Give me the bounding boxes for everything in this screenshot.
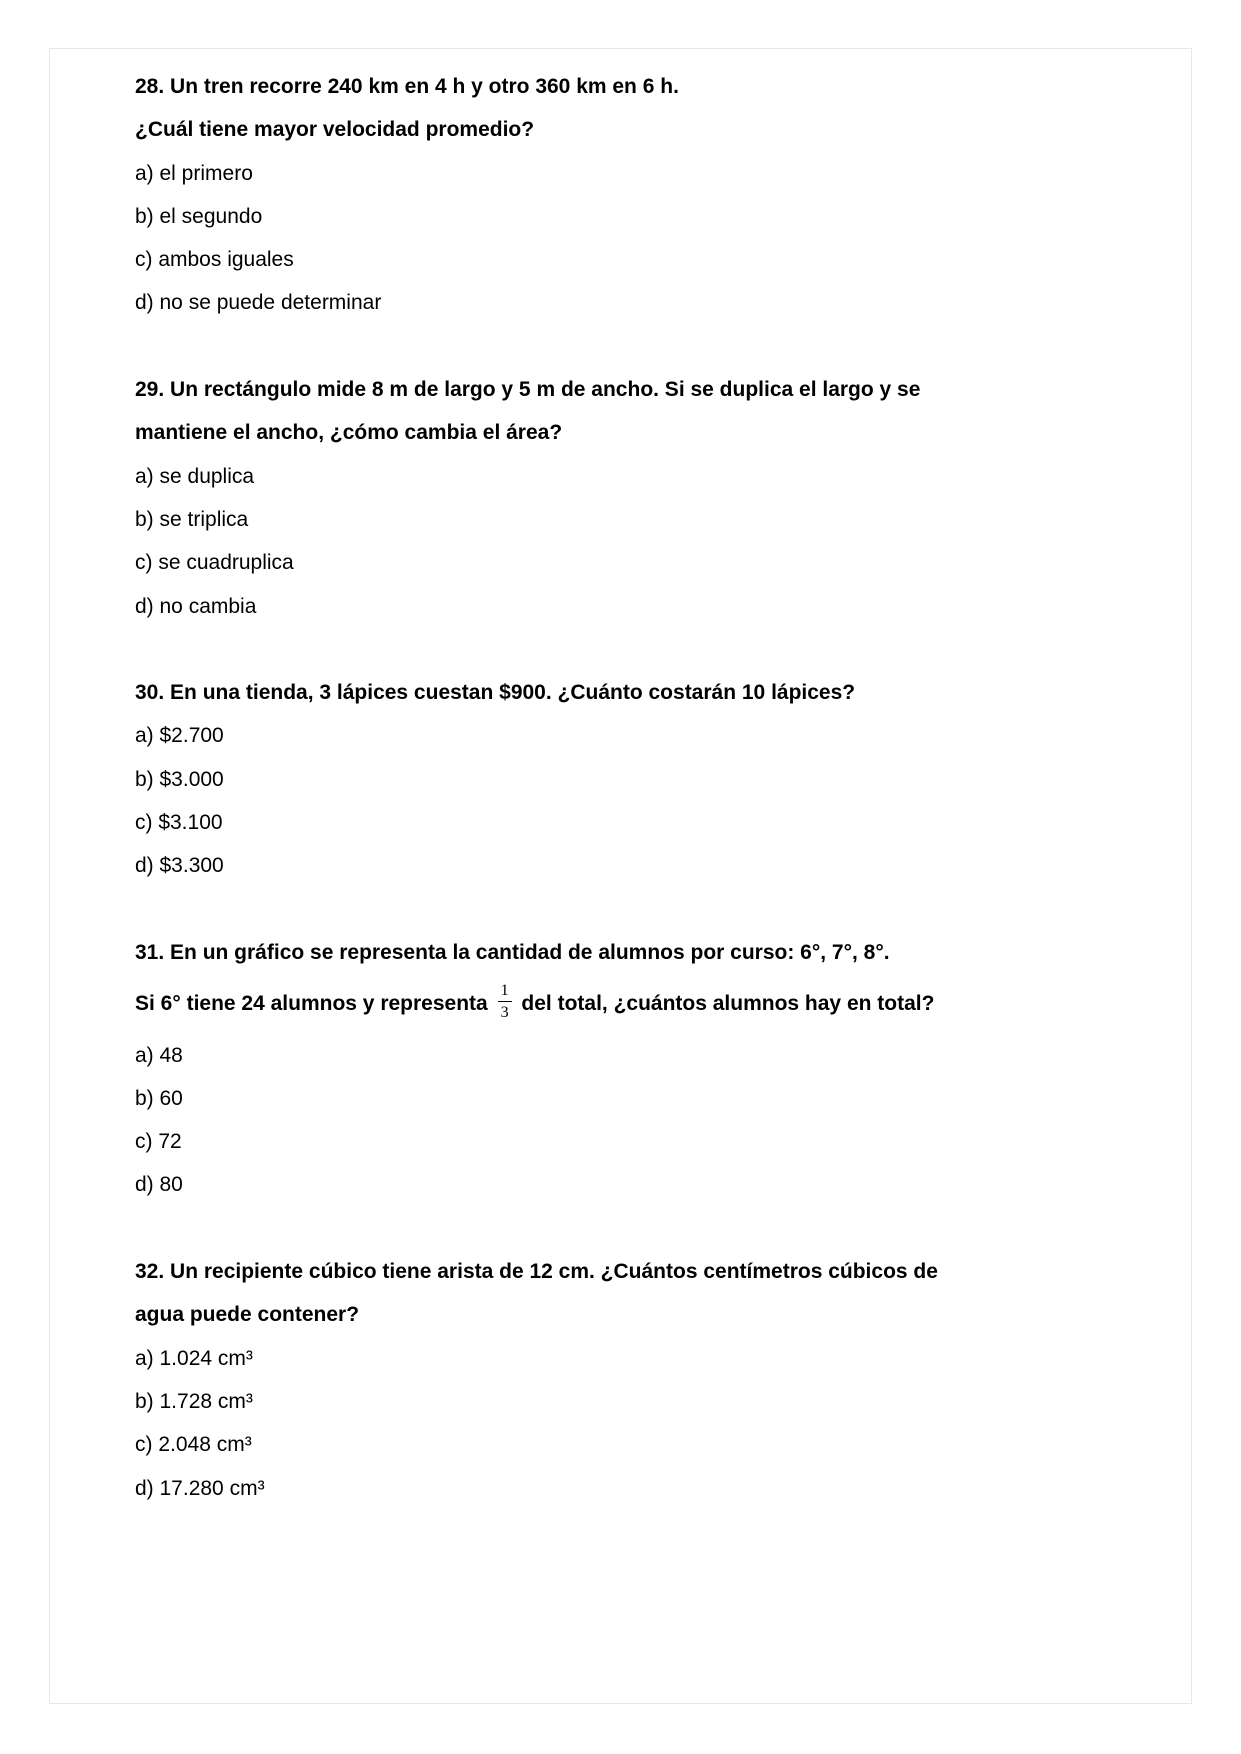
question-31 xyxy=(135,931,1151,1207)
question-text-segment-post: del total, ¿cuántos alumnos hay en total? xyxy=(515,992,935,1016)
question-32-option-d: d) 17.280 cm³ xyxy=(135,1476,265,1500)
question-32-text-line-1: 32. Un recipiente cúbico tiene arista de 12 cm. ¿Cuántos centímetros cúbicos de xyxy=(135,1260,938,1284)
question-31-text-line-1: 31. En un gráfico se representa la cantidad de alumnos por curso: 6°, 7°, 8°. xyxy=(135,940,890,964)
fraction-denominator: 3 xyxy=(500,1004,509,1022)
question-30-option-d: d) $3.300 xyxy=(135,854,224,878)
question-32-text-line-2: agua puede contener? xyxy=(135,1303,360,1327)
question-31-option-b: b) 60 xyxy=(135,1086,183,1110)
question-32 xyxy=(135,1250,1151,1510)
question-28-option-a: a) el primero xyxy=(135,161,253,185)
question-30-option-c: c) $3.100 xyxy=(135,811,223,835)
question-28-option-c: c) ambos iguales xyxy=(135,248,294,272)
question-32-option-a: a) 1.024 cm³ xyxy=(135,1346,253,1370)
question-28-option-b: b) el segundo xyxy=(135,204,263,228)
question-31-option-c: c) 72 xyxy=(135,1130,182,1154)
question-32-option-c: c) 2.048 cm³ xyxy=(135,1433,252,1457)
question-28-text-line-2: ¿Cuál tiene mayor velocidad promedio? xyxy=(135,118,535,142)
questions-list xyxy=(50,49,1191,1510)
question-29-option-c: c) se cuadruplica xyxy=(135,551,294,575)
question-28-option-d: d) no se puede determinar xyxy=(135,291,382,315)
question-29-option-a: a) se duplica xyxy=(135,464,255,488)
question-30-option-a: a) $2.700 xyxy=(135,724,224,748)
question-29-text-line-1: 29. Un rectángulo mide 8 m de largo y 5 m de ancho. Si se duplica el largo y se xyxy=(135,378,921,402)
question-29-text-line-2: mantiene el ancho, ¿cómo cambia el área? xyxy=(135,421,563,445)
question-30-option-b: b) $3.000 xyxy=(135,767,224,791)
question-28-text-line-1: 28. Un tren recorre 240 km en 4 h y otro 360 km en 6 h. xyxy=(135,75,679,98)
question-31-text-line-2 xyxy=(135,974,1151,1033)
question-text-segment-pre: Si 6° tiene 24 alumnos y representa xyxy=(135,992,494,1016)
question-29-option-b: b) se triplica xyxy=(135,507,249,531)
question-32-option-b: b) 1.728 cm³ xyxy=(135,1389,253,1413)
question-31-option-d: d) 80 xyxy=(135,1173,183,1197)
question-30-text-line-1: 30. En una tienda, 3 lápices cuestan $900. ¿Cuánto costarán 10 lápices? xyxy=(135,681,856,705)
question-28 xyxy=(135,65,1151,325)
document-page xyxy=(49,48,1192,1704)
question-31-option-a: a) 48 xyxy=(135,1043,183,1067)
question-30 xyxy=(135,671,1151,887)
question-29 xyxy=(135,368,1151,628)
question-29-option-d: d) no cambia xyxy=(135,594,257,618)
fraction-numerator: 1 xyxy=(498,981,512,1002)
fraction-one-third xyxy=(498,981,512,1022)
